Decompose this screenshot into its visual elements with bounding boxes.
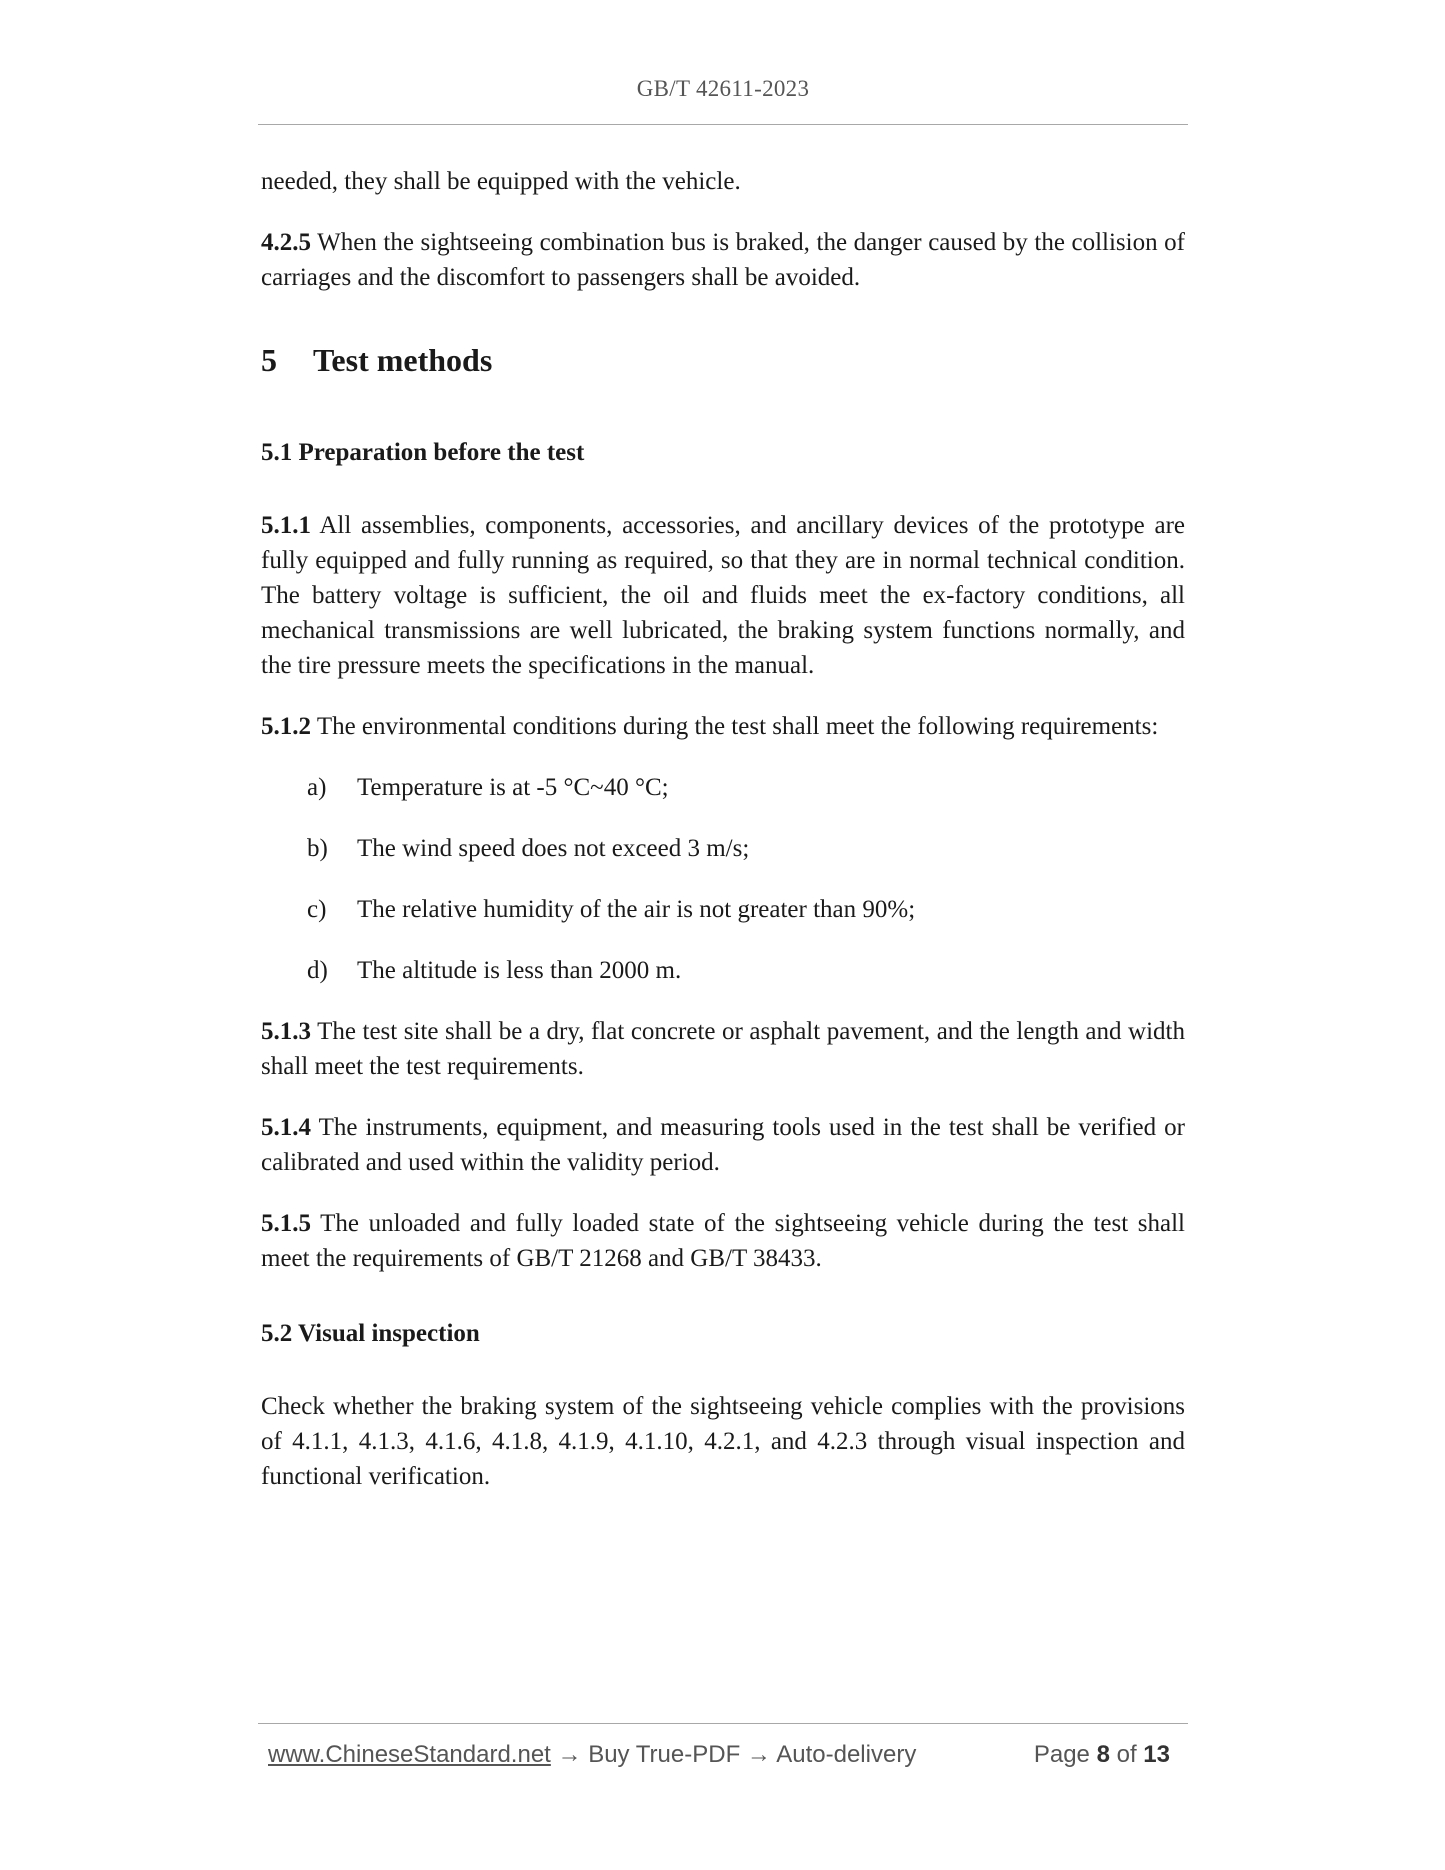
page-header-doc-code: GB/T 42611-2023 <box>636 76 810 101</box>
section-number: 5 <box>261 342 277 378</box>
footer-divider <box>258 1723 1188 1724</box>
list-marker: c) <box>307 896 327 923</box>
clause-text: The unloaded and fully loaded state of the sightseeing vehicle during the test shall meet the requirements of GB/T 21268 and GB/T 38433. <box>261 1210 1185 1272</box>
clause-text: The test site shall be a dry, flat concrete or asphalt pavement, and the length and width shall meet the test requirements. <box>261 1018 1185 1080</box>
list-item-text: The wind speed does not exceed 3 m/s; <box>357 835 750 862</box>
clause-5-1-5 <box>261 1206 1185 1276</box>
clause-text: All assemblies, components, accessories, and ancillary devices of the prototype are fully equipped and fully running as required, so that they are in normal technical condition. The battery voltage is sufficient, the oil and fluids meet the ex-factory conditions, all mechanical transmissions are well lubricated, the braking system functions normally, and the tire pressure meets the specifications in the manual. <box>261 512 1185 679</box>
clause-number: 5.1.5 <box>261 1210 311 1237</box>
clause-5-1-3 <box>261 1014 1185 1084</box>
list-marker: b) <box>307 835 328 862</box>
clause-number: 5.1.1 <box>261 512 311 539</box>
clause-number: 5.1.4 <box>261 1114 311 1141</box>
requirements-list <box>261 770 1185 988</box>
arrow-icon: → <box>557 1741 582 1768</box>
continuation-paragraph: needed, they shall be equipped with the vehicle. <box>261 168 741 195</box>
header-divider <box>258 124 1188 125</box>
list-item-text: The relative humidity of the air is not greater than 90%; <box>357 896 916 923</box>
of-label: of <box>1116 1741 1137 1768</box>
arrow-icon: → <box>746 1741 771 1768</box>
clause-number: 4.2.5 <box>261 229 311 256</box>
section-5-2-heading: 5.2 Visual inspection <box>261 1320 480 1347</box>
buy-true-pdf-link[interactable]: Buy True-PDF <box>588 1741 741 1768</box>
clause-number: 5.1.3 <box>261 1018 311 1045</box>
page-label: Page <box>1033 1741 1090 1768</box>
clause-5-1-4 <box>261 1110 1185 1180</box>
clause-number: 5.1.2 <box>261 713 311 740</box>
page-indicator <box>1034 1738 1170 1772</box>
clause-text: The environmental conditions during the test shall meet the following requirements: <box>316 713 1159 740</box>
page-current: 8 <box>1096 1741 1110 1768</box>
document-body <box>261 164 1185 1494</box>
list-item-text: Temperature is at -5 °C~40 °C; <box>357 774 669 801</box>
list-item-text: The altitude is less than 2000 m. <box>357 957 682 984</box>
list-marker: d) <box>307 957 328 984</box>
list-item <box>307 892 1185 927</box>
section-title: Test methods <box>313 342 493 378</box>
clause-5-1-1 <box>261 508 1185 683</box>
page-footer <box>268 1738 1180 1772</box>
auto-delivery-label: Auto-delivery <box>776 1741 917 1768</box>
clause-5-1-2 <box>261 709 1185 744</box>
section-5-heading <box>261 340 1185 380</box>
clause-text: The instruments, equipment, and measuring tools used in the test shall be verified or calibrated and used within the validity period. <box>261 1114 1185 1176</box>
site-link[interactable]: www.ChineseStandard.net <box>268 1741 551 1768</box>
clause-text: When the sightseeing combination bus is braked, the danger caused by the collision of carriages and the discomfort to passengers shall be avoided. <box>261 229 1185 291</box>
list-item <box>307 831 1185 866</box>
list-item <box>307 770 1185 805</box>
list-marker: a) <box>307 774 327 801</box>
section-5-2-paragraph: Check whether the braking system of the sightseeing vehicle complies with the provisions of 4.1.1, 4.1.3, 4.1.6, 4.1.8, 4.1.9, 4.1.10, 4.2.1, and 4.2.3 through visual inspection and functional verification. <box>261 1393 1185 1490</box>
list-item <box>307 953 1185 988</box>
page-total: 13 <box>1143 1741 1170 1768</box>
clause-4-2-5 <box>261 225 1185 295</box>
section-5-1-heading: 5.1 Preparation before the test <box>261 439 585 466</box>
